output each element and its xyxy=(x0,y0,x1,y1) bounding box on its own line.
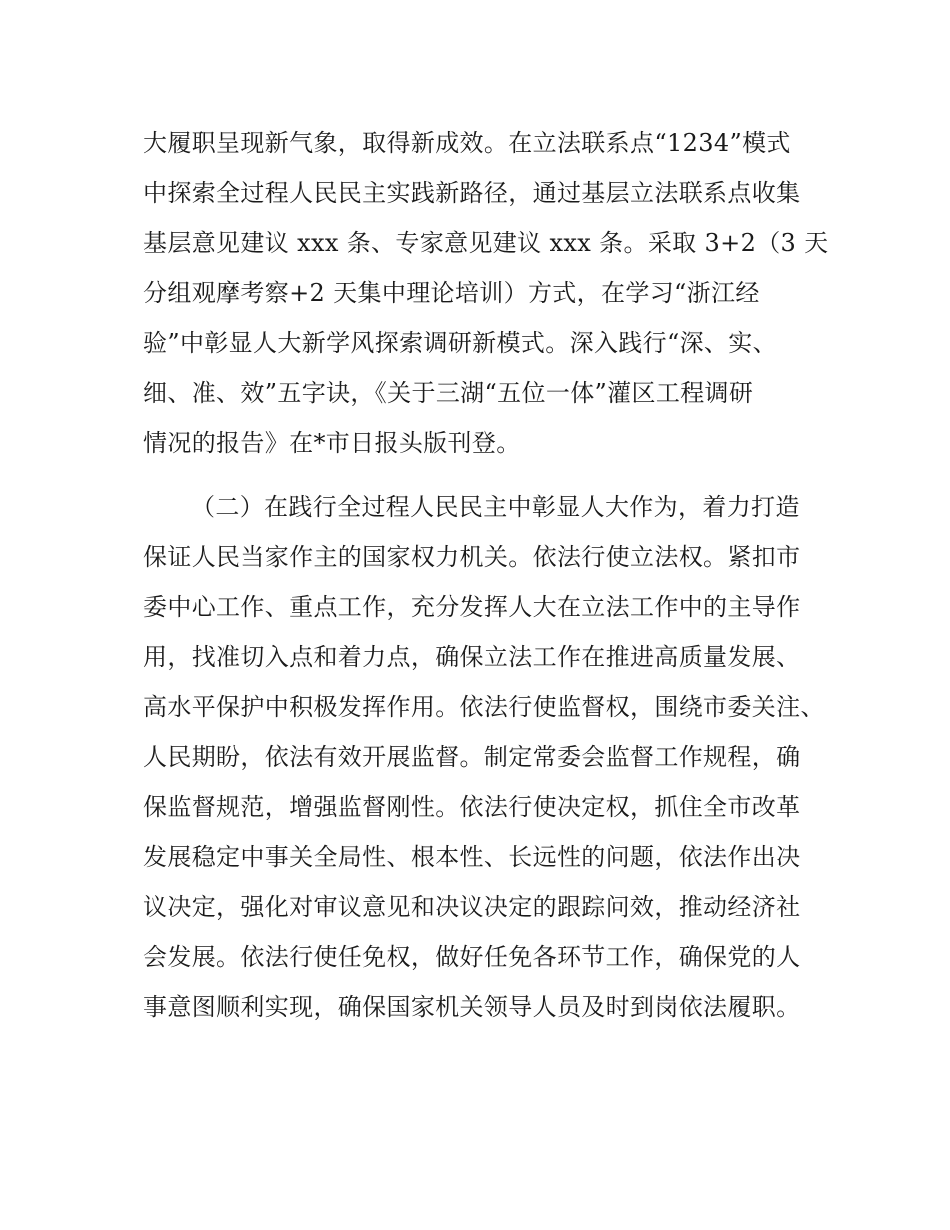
text-line: 保监督规范，增强监督刚性。依法行使决定权，抓住全市改革 xyxy=(143,793,801,821)
text-line-indented: （二）在践行全过程人民民主中彰显人大作为，着力打造 xyxy=(191,493,800,521)
text-line: 议决定，强化对审议意见和决议决定的跟踪问效，推动经济社 xyxy=(143,893,801,921)
text-line: 细、准、效”五字诀，《关于三湖“五位一体”灌区工程调研 xyxy=(143,379,754,407)
text-line: 情况的报告》在*市日报头版刊登。 xyxy=(143,429,521,457)
text-line: 保证人民当家作主的国家权力机关。依法行使立法权。紧扣市 xyxy=(143,543,801,571)
text-line: 分组观摩考察+2 天集中理论培训）方式，在学习“浙江经 xyxy=(143,279,760,307)
text-line: 中探索全过程人民民主实践新路径，通过基层立法联系点收集 xyxy=(143,179,801,207)
text-line: 验”中彰显人大新学风探索调研新模式。深入践行“深、实、 xyxy=(143,329,777,357)
text-line: 委中心工作、重点工作，充分发挥人大在立法工作中的主导作 xyxy=(143,593,801,621)
text-line: 高水平保护中积极发挥作用。依法行使监督权，围绕市委关注、 xyxy=(143,693,825,721)
text-line: 会发展。依法行使任免权，做好任免各环节工作，确保党的人 xyxy=(143,943,801,971)
text-line: 用，找准切入点和着力点，确保立法工作在推进高质量发展、 xyxy=(143,643,801,671)
text-line: 发展稳定中事关全局性、根本性、长远性的问题，依法作出决 xyxy=(143,843,801,871)
text-line: 人民期盼，依法有效开展监督。制定常委会监督工作规程，确 xyxy=(143,743,801,771)
text-line: 事意图顺利实现，确保国家机关领导人员及时到岗依法履职。 xyxy=(143,993,801,1021)
text-line: 基层意见建议 xxx 条、专家意见建议 xxx 条。采取 3+2（3 天 xyxy=(143,229,829,257)
text-line: 大履职呈现新气象，取得新成效。在立法联系点“1234”模式 xyxy=(143,129,791,157)
